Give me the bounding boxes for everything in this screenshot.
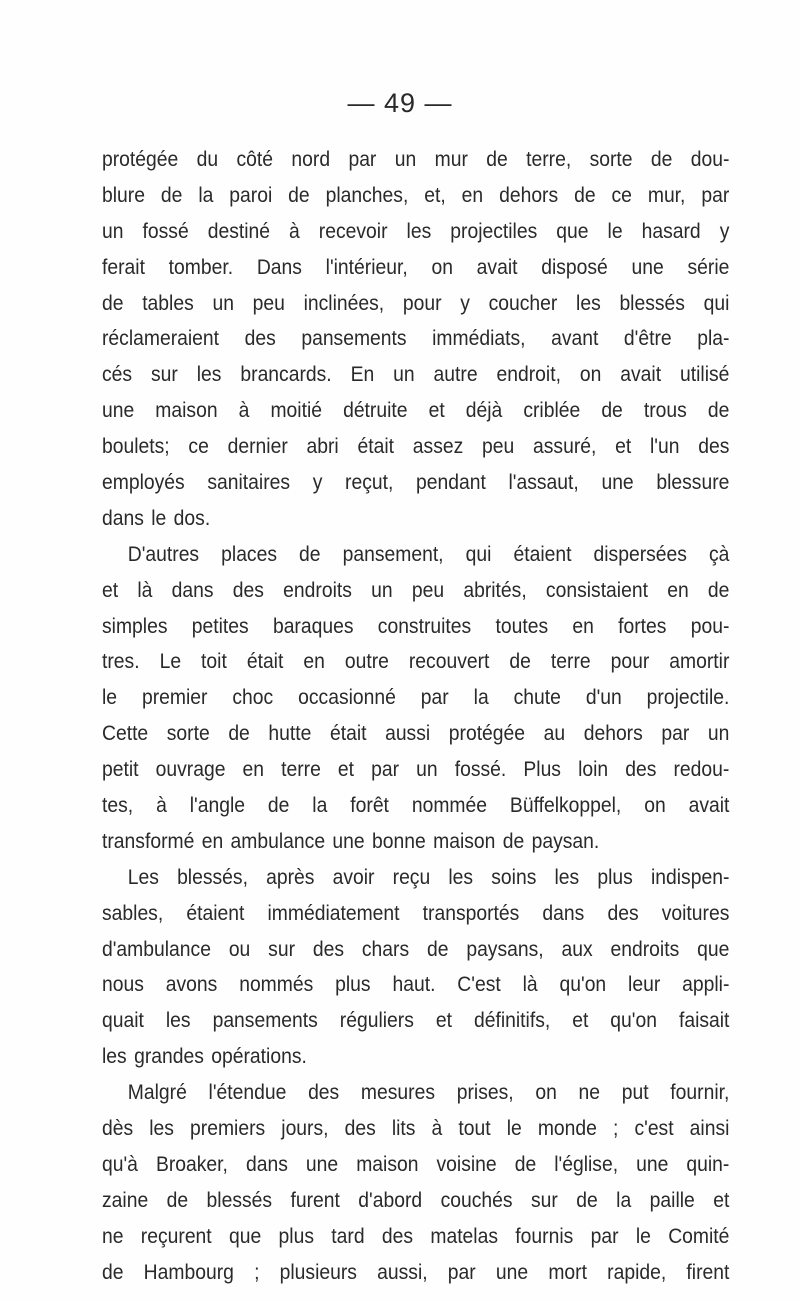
- text-line: cés sur les brancards. En un autre endroit, on avait utilisé: [102, 363, 730, 387]
- body-text: [102, 142, 730, 1291]
- text-line: les grandes opérations.: [102, 1045, 307, 1069]
- text-line: qu'à Broaker, dans une maison voisine de l'église, une quin-: [102, 1152, 730, 1176]
- text-line: tres. Le toit était en outre recouvert de terre pour amortir: [102, 650, 730, 674]
- text-line: un fossé destiné à recevoir les projectiles que le hasard y: [102, 219, 730, 243]
- text-line: une maison à moitié détruite et déjà criblée de trous de: [102, 399, 730, 423]
- text-line: et là dans des endroits un peu abrités, consistaient en de: [102, 578, 730, 602]
- text-line: de Hambourg ; plusieurs aussi, par une mort rapide, firent: [102, 1260, 730, 1284]
- text-line: Les blessés, après avoir reçu les soins les plus indispen-: [127, 865, 730, 889]
- text-line: d'ambulance ou sur des chars de paysans, aux endroits que: [102, 937, 730, 961]
- text-line: simples petites baraques construites toutes en fortes pou-: [102, 614, 730, 638]
- text-line: D'autres places de pansement, qui étaient dispersées çà: [127, 542, 730, 566]
- text-line: ne reçurent que plus tard des matelas fournis par le Comité: [102, 1224, 730, 1248]
- text-line: ferait tomber. Dans l'intérieur, on avait disposé une série: [102, 255, 730, 279]
- text-line: le premier choc occasionné par la chute d'un projectile.: [102, 686, 730, 710]
- text-line: dès les premiers jours, des lits à tout le monde ; c'est ainsi: [102, 1117, 730, 1141]
- text-line: sables, étaient immédiatement transportés dans des voitures: [102, 901, 730, 925]
- text-line: nous avons nommés plus haut. C'est là qu'on leur appli-: [102, 973, 730, 997]
- text-line: quait les pansements réguliers et définitifs, et qu'on faisait: [102, 1009, 730, 1033]
- text-line: zaine de blessés furent d'abord couchés sur de la paille et: [102, 1188, 730, 1212]
- text-line: blure de la paroi de planches, et, en dehors de ce mur, par: [102, 183, 730, 207]
- text-line: protégée du côté nord par un mur de terre, sorte de dou-: [102, 148, 730, 171]
- text-line: tes, à l'angle de la forêt nommée Büffelkoppel, on avait: [102, 794, 730, 818]
- text-line: boulets; ce dernier abri était assez peu assuré, et l'un des: [102, 435, 730, 459]
- text-line: employés sanitaires y reçut, pendant l'assaut, une blessure: [102, 471, 730, 495]
- page-number: — 49 —: [347, 88, 453, 118]
- text-line: dans le dos.: [102, 506, 211, 530]
- text-line: de tables un peu inclinées, pour y coucher les blessés qui: [102, 291, 730, 315]
- text-line: réclameraient des pansements immédiats, avant d'être pla-: [102, 327, 730, 351]
- text-line: Cette sorte de hutte était aussi protégée au dehors par un: [102, 722, 730, 746]
- text-line: transformé en ambulance une bonne maison de paysan.: [102, 829, 600, 853]
- text-line: petit ouvrage en terre et par un fossé. Plus loin des redou-: [102, 758, 730, 782]
- text-line: Malgré l'étendue des mesures prises, on ne put fournir,: [127, 1081, 730, 1105]
